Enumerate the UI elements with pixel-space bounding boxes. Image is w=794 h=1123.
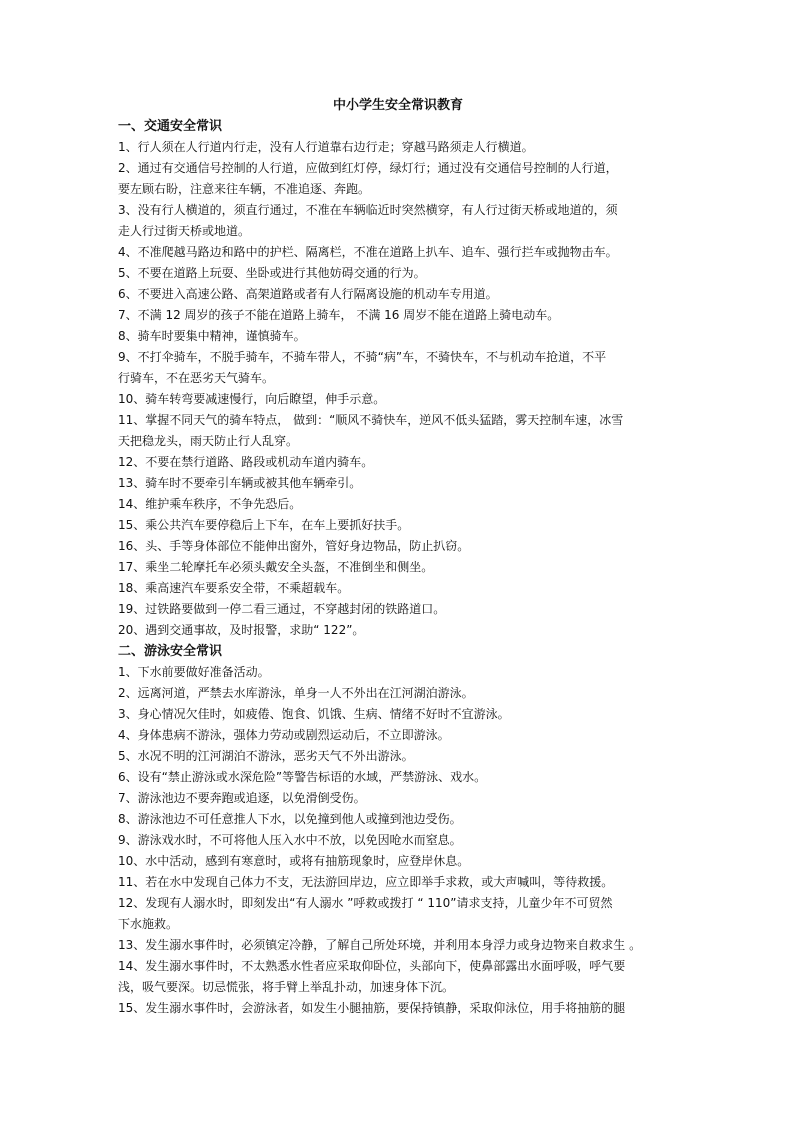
list-item: [118, 305, 678, 326]
list-item: [118, 998, 678, 1019]
list-item-line: 3、没有行人横道的，须直行通过，不准在车辆临近时突然横穿，有人行过街天桥或地道的，须: [118, 203, 618, 217]
list-item: [118, 158, 678, 200]
list-item: [118, 872, 678, 893]
list-item: [118, 893, 678, 935]
list-item-line: 8、游泳池边不可任意推人下水，以免撞到他人或撞到池边受伤。: [118, 812, 462, 826]
list-item-line: 12、发现有人溺水时，即刻发出“有人溺水 ”呼救或拨打 “ 110”请求支持，儿童少年不可贸然: [118, 896, 613, 910]
list-item-line: 浅，吸气要深。切忌慌张，将手臂上举乱扑动，加速身体下沉。: [118, 980, 455, 994]
list-item-line: 11、掌握不同天气的骑车特点， 做到：“顺风不骑快车，逆风不低头猛踏，雾天控制车速，冰雪: [118, 413, 624, 427]
list-item: [118, 851, 678, 872]
list-item-line: 7、游泳池边不要奔跑或追逐，以免滑倒受伤。: [118, 791, 366, 805]
list-item: [118, 410, 678, 452]
list-item: [118, 326, 678, 347]
list-item: [118, 137, 678, 158]
list-item: [118, 599, 678, 620]
list-item: [118, 683, 678, 704]
list-item-line: 3、身心情况欠佳时，如疲倦、饱食、饥饿、生病、情绪不好时不宜游泳。: [118, 707, 510, 721]
list-item-line: 12、不要在禁行道路、路段或机动车道内骑车。: [118, 455, 374, 469]
list-item-line: 10、水中活动，感到有寒意时，或将有抽筋现象时，应登岸休息。: [118, 854, 470, 868]
list-item-line: 11、若在水中发现自己体力不支，无法游回岸边，应立即举手求救，或大声喊叫，等待救援。: [118, 875, 614, 889]
list-item-line: 10、骑车转弯要减速慢行，向后瞭望，伸手示意。: [118, 392, 386, 406]
list-item-line: 20、遇到交通事故，及时报警，求助“ 122”。: [118, 623, 365, 637]
list-item-line: 走人行过街天桥或地道。: [118, 224, 251, 238]
list-item: [118, 242, 678, 263]
list-item: [118, 620, 678, 641]
list-item-line: 下水施救。: [118, 917, 179, 931]
list-item: [118, 452, 678, 473]
list-item: [118, 347, 678, 389]
document-title: 中小学生安全常识教育: [332, 98, 463, 113]
list-item-line: 15、发生溺水事件时，会游泳者，如发生小腿抽筋，要保持镇静，采取仰泳位，用手将抽筋的腿: [118, 1001, 626, 1015]
document-body: [118, 116, 678, 1019]
list-item-line: 13、骑车时不要牵引车辆或被其他车辆牵引。: [118, 476, 362, 490]
list-item: [118, 284, 678, 305]
list-item-line: 6、不要进入高速公路、高架道路或者有人行隔离设施的机动车专用道。: [118, 287, 498, 301]
list-item-line: 14、发生溺水事件时，不太熟悉水性者应采取仰卧位，头部向下，使鼻部露出水面呼吸，呼气要: [118, 959, 626, 973]
list-item-line: 13、发生溺水事件时，必须镇定冷静，了解自己所处环境，并利用本身浮力或身边物来自救求生 。: [118, 938, 642, 952]
list-item: [118, 704, 678, 725]
list-item-line: 16、头、手等身体部位不能伸出窗外，管好身边物品，防止扒窃。: [118, 539, 470, 553]
list-item: [118, 956, 678, 998]
list-item: [118, 536, 678, 557]
list-item-line: 1、行人须在人行道内行走，没有人行道靠右边行走；穿越马路须走人行横道。: [118, 140, 534, 154]
list-item-line: 8、骑车时要集中精神，谨慎骑车。: [118, 329, 306, 343]
list-item: [118, 788, 678, 809]
list-item: [118, 809, 678, 830]
list-item: [118, 746, 678, 767]
list-item-line: 2、通过有交通信号控制的人行道，应做到红灯停，绿灯行；通过没有交通信号控制的人行道，: [118, 161, 618, 175]
section-heading: 二、游泳安全常识: [118, 644, 223, 659]
list-item: [118, 494, 678, 515]
list-item-line: 1、下水前要做好准备活动。: [118, 665, 270, 679]
list-item-line: 4、身体患病不游泳，强体力劳动或剧烈运动后，不立即游泳。: [118, 728, 450, 742]
list-item: [118, 515, 678, 536]
list-item: [118, 935, 678, 956]
list-item: [118, 578, 678, 599]
list-item-line: 15、乘公共汽车要停稳后上下车，在车上要抓好扶手。: [118, 518, 410, 532]
list-item: [118, 830, 678, 851]
list-item-line: 4、不准爬越马路边和路中的护栏、隔离栏，不准在道路上扒车、追车、强行拦车或抛物击车。: [118, 245, 618, 259]
list-item-line: 17、乘坐二轮摩托车必须头戴安全头盔，不准倒坐和侧坐。: [118, 560, 434, 574]
list-item: [118, 725, 678, 746]
list-item-line: 6、设有“禁止游泳或水深危险”等警告标语的水域，严禁游泳、戏水。: [118, 770, 487, 784]
list-item: [118, 662, 678, 683]
list-item: [118, 767, 678, 788]
list-item-line: 7、不满 12 周岁的孩子不能在道路上骑车， 不满 16 周岁不能在道路上骑电动车。: [118, 308, 560, 322]
section-heading: 一、交通安全常识: [118, 119, 223, 134]
list-item-line: 2、远离河道，严禁去水库游泳，单身一人不外出在江河湖泊游泳。: [118, 686, 474, 700]
list-item: [118, 473, 678, 494]
document-page: [118, 96, 678, 1019]
list-item-line: 18、乘高速汽车要系安全带，不乘超载车。: [118, 581, 350, 595]
list-item-line: 天把稳龙头，雨天防止行人乱穿。: [118, 434, 299, 448]
list-item-line: 5、不要在道路上玩耍、坐卧或进行其他妨碍交通的行为。: [118, 266, 426, 280]
list-item: [118, 557, 678, 578]
list-item-line: 19、过铁路要做到一停二看三通过，不穿越封闭的铁路道口。: [118, 602, 446, 616]
list-item: [118, 200, 678, 242]
list-item-line: 行骑车，不在恶劣天气骑车。: [118, 371, 275, 385]
list-item-line: 要左顾右盼，注意来往车辆，不准追逐、奔跑。: [118, 182, 371, 196]
list-item-line: 14、维护乘车秩序，不争先恐后。: [118, 497, 302, 511]
list-item-line: 9、游泳戏水时，不可将他人压入水中不放，以免因呛水而窒息。: [118, 833, 462, 847]
list-item-line: 9、不打伞骑车，不脱手骑车，不骑车带人，不骑“病”车，不骑快车，不与机动车抢道，不平: [118, 350, 607, 364]
list-item: [118, 389, 678, 410]
list-item: [118, 263, 678, 284]
list-item-line: 5、水况不明的江河湖泊不游泳，恶劣天气不外出游泳。: [118, 749, 414, 763]
